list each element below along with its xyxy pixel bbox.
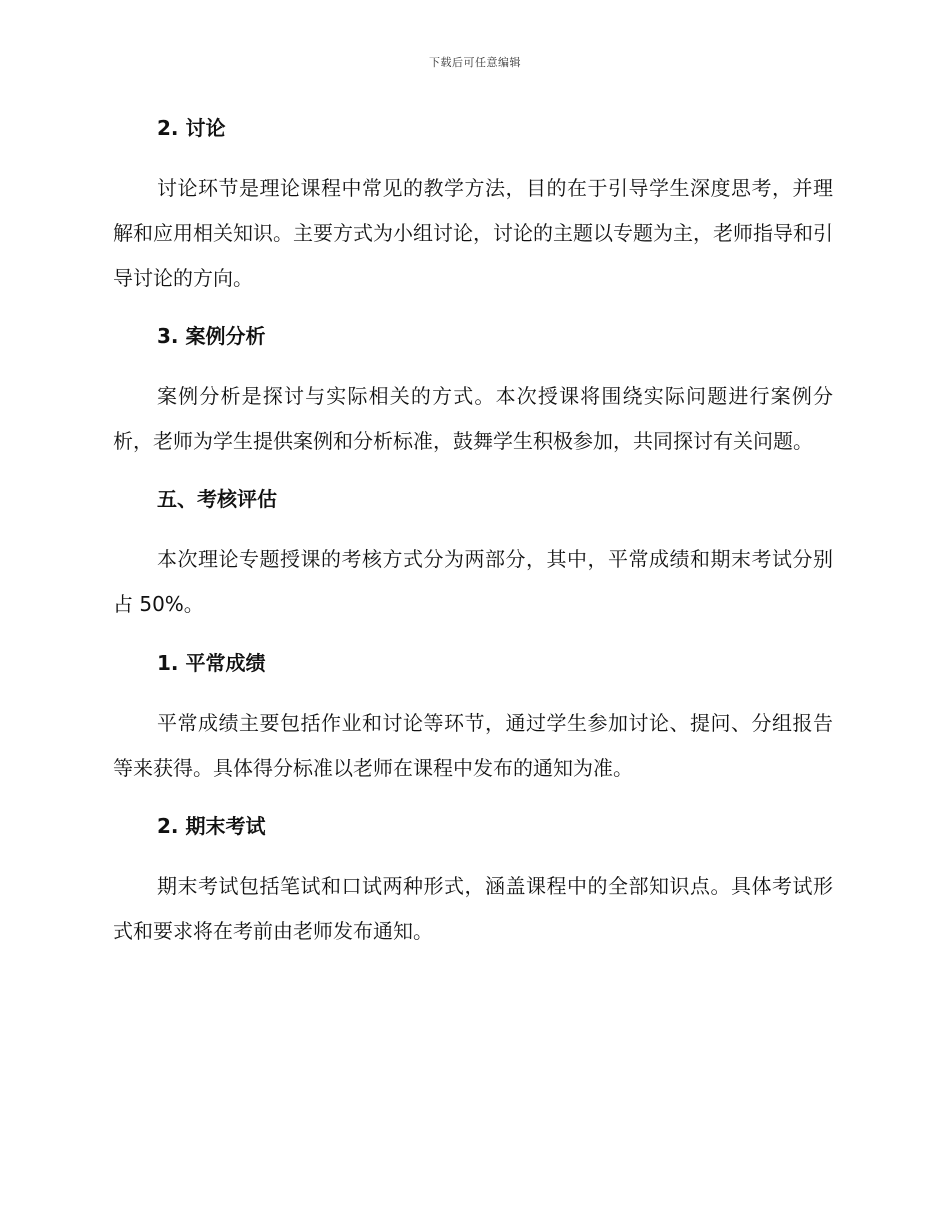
- section-paragraph-assessment: 本次理论专题授课的考核方式分为两部分，其中，平常成绩和期末考试分别占 50%。: [113, 547, 833, 616]
- section-paragraph-usual-grades: 平常成绩主要包括作业和讨论等环节，通过学生参加讨论、提问、分组报告等来获得。具体得分标准以老师在课程中发布的通知为准。: [113, 711, 833, 780]
- page-header: 下载后可任意编辑: [429, 56, 521, 69]
- section-paragraph-final-exam: 期末考试包括笔试和口试两种形式，涵盖课程中的全部知识点。具体考试形式和要求将在考前由老师发布通知。: [113, 874, 833, 943]
- document-body: [113, 112, 833, 954]
- section-heading-assessment: 五、考核评估: [157, 487, 277, 511]
- section-heading-discussion: 2. 讨论: [157, 116, 226, 140]
- section-heading-usual-grades: 1. 平常成绩: [157, 651, 266, 675]
- section-paragraph-discussion: 讨论环节是理论课程中常见的教学方法，目的在于引导学生深度思考，并理解和应用相关知识。主要方式为小组讨论，讨论的主题以专题为主，老师指导和引导讨论的方向。: [113, 176, 833, 290]
- section-heading-final-exam: 2. 期末考试: [157, 814, 266, 838]
- section-paragraph-case-analysis: 案例分析是探讨与实际相关的方式。本次授课将围绕实际问题进行案例分析，老师为学生提供案例和分析标准，鼓舞学生积极参加，共同探讨有关问题。: [113, 384, 833, 453]
- section-heading-case-analysis: 3. 案例分析: [157, 324, 266, 348]
